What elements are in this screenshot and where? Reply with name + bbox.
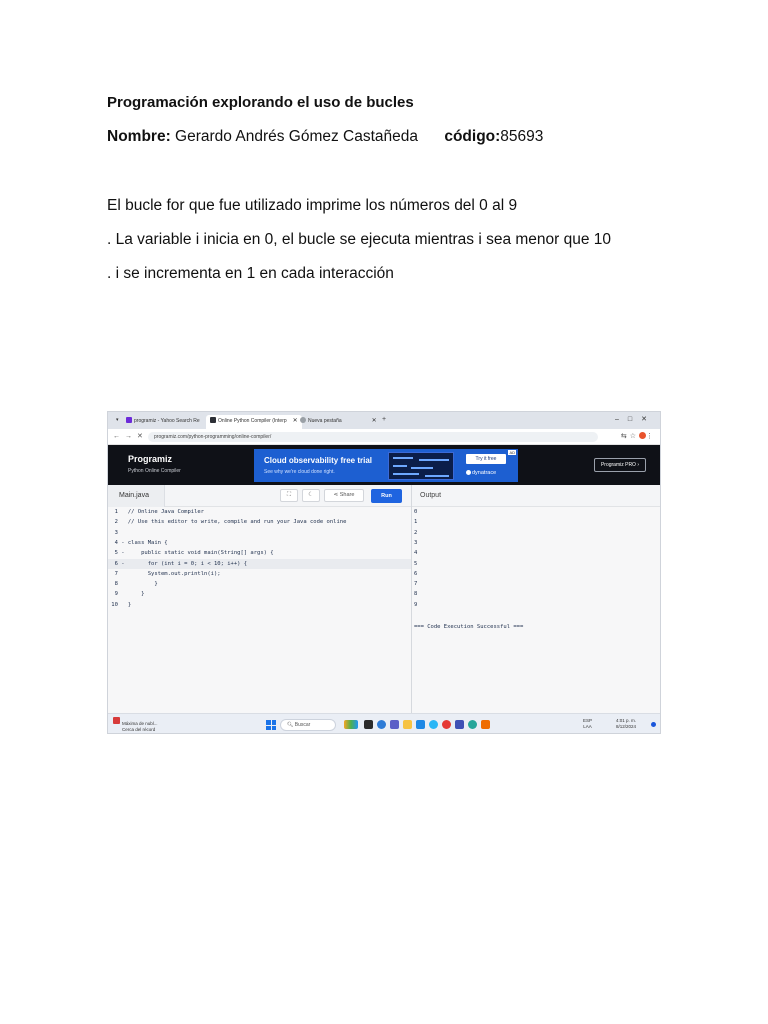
browser-tab-new[interactable]	[296, 415, 381, 429]
output-panel	[412, 507, 661, 713]
store-icon[interactable]	[455, 720, 464, 729]
new-tab-page-icon	[300, 417, 306, 423]
new-tab-icon[interactable]: +	[382, 416, 387, 423]
output-line: 7	[414, 581, 418, 588]
code-editor[interactable]	[108, 507, 411, 713]
output-line: 3	[414, 539, 418, 546]
programiz-pro-button[interactable]: Programiz PRO ›	[594, 458, 646, 472]
share-button[interactable]: ⋖ Share	[324, 489, 364, 502]
code-line: 8 }	[108, 581, 158, 588]
output-label: Output	[420, 492, 442, 499]
address-bar	[108, 429, 661, 445]
tab-menu-icon[interactable]: ▾	[116, 417, 119, 423]
weather-widget[interactable]: Máxima de nubl... Cerca del récord	[113, 717, 158, 733]
app-icon[interactable]	[481, 720, 490, 729]
widgets-icon[interactable]	[344, 720, 358, 729]
code-line: 3	[108, 529, 118, 536]
output-line: 8	[414, 591, 418, 598]
output-line: 0	[414, 509, 418, 515]
close-icon[interactable]: ✕	[371, 418, 377, 424]
file-tab[interactable]: Main.java	[108, 485, 165, 507]
name-line	[107, 128, 543, 146]
ad-try-button[interactable]: Try it free	[466, 454, 506, 464]
browser-tab-yahoo[interactable]	[122, 415, 215, 429]
output-line: 2	[414, 529, 418, 536]
menu-icon[interactable]: ⋮	[646, 433, 656, 440]
name-value: Gerardo Andrés Gómez Castañeda	[175, 128, 419, 145]
code-line: 7 System.out.println(i);	[108, 570, 221, 577]
translate-icon[interactable]: ⇆	[620, 433, 630, 440]
window-controls[interactable]: –□✕	[615, 416, 656, 423]
tab-label: Nueva pestaña	[308, 418, 342, 424]
code-line: 5 - public static void main(String[] args) {	[108, 550, 274, 557]
dynatrace-icon	[466, 470, 471, 475]
paragraph-3: . i se incrementa en 1 en cada interacción	[107, 265, 394, 282]
close-icon[interactable]: ✕	[292, 418, 298, 424]
output-line: 9	[414, 601, 418, 608]
url-field[interactable]: programiz.com/python-programming/online-compiler/	[148, 432, 598, 442]
weather-icon	[113, 717, 120, 724]
code-line: 4 - class Main {	[108, 539, 168, 546]
notification-icon[interactable]	[651, 722, 656, 727]
fullscreen-icon[interactable]: ⛶	[280, 489, 298, 502]
output-line: 5	[414, 560, 418, 567]
code-line: 10 }	[108, 601, 132, 608]
output-line: 4	[414, 550, 418, 557]
browser-icon[interactable]	[442, 720, 451, 729]
browser-tab-compiler[interactable]	[206, 415, 302, 429]
programiz-icon	[210, 417, 216, 423]
windows-taskbar	[108, 713, 661, 734]
paragraph-2: . La variable i inicia en 0, el bucle se ejecuta mientras i sea menor que 10	[107, 231, 612, 248]
star-icon[interactable]: ☆	[629, 433, 639, 440]
extension-icon[interactable]	[639, 432, 646, 439]
task-view-icon[interactable]	[364, 720, 373, 729]
edge-icon[interactable]	[429, 720, 438, 729]
output-line: 6	[414, 570, 418, 577]
mail-icon[interactable]	[416, 720, 425, 729]
tab-label: programiz - Yahoo Search Re	[134, 418, 200, 424]
ad-banner[interactable]	[254, 449, 518, 482]
ad-title: Cloud observability free trial	[264, 456, 373, 465]
code-line: 9 }	[108, 591, 145, 598]
browser-tab-bar	[108, 412, 661, 429]
document-title: Programación explorando el uso de bucles	[107, 94, 414, 111]
ad-brand: dynatrace	[466, 470, 496, 476]
tab-label: Online Python Compiler (Interp	[218, 418, 287, 424]
ad-subtitle: See why we're cloud done right.	[264, 469, 335, 475]
compiler-screenshot	[107, 411, 661, 734]
code-line: 2 // Use this editor to write, compile and run your Java code online	[108, 519, 347, 526]
yahoo-icon	[126, 417, 132, 423]
editor-toolbar	[108, 485, 661, 507]
paragraph-1: El bucle for que fue utilizado imprime los números del 0 al 9	[107, 197, 518, 214]
teams-icon[interactable]	[390, 720, 399, 729]
nav-buttons[interactable]: ←→✕	[113, 433, 148, 440]
programiz-logo[interactable]: Programiz	[128, 454, 173, 464]
run-button[interactable]: Run	[371, 489, 402, 503]
site-subtitle: Python Online Compiler	[128, 468, 181, 474]
code-label: código:	[444, 128, 501, 145]
theme-toggle-icon[interactable]: ☾	[302, 489, 320, 502]
whatsapp-icon[interactable]	[468, 720, 477, 729]
chrome-icon[interactable]	[377, 720, 386, 729]
ad-badge: AD	[509, 450, 515, 455]
clock[interactable]: 4:01 p. m. 8/12/2024	[615, 718, 636, 729]
site-header	[108, 445, 661, 485]
execution-status: === Code Execution Successful ===	[414, 624, 524, 630]
ad-dashboard-image	[388, 452, 454, 480]
code-value: 85693	[500, 128, 544, 145]
name-label: Nombre:	[107, 128, 171, 145]
file-explorer-icon[interactable]	[403, 720, 412, 729]
code-line-active: 6 - for (int i = 0; i < 10; i++) {	[108, 559, 411, 569]
language-indicator[interactable]: ESP LAA	[582, 718, 592, 729]
code-line: 1 // Online Java Compiler	[108, 509, 205, 515]
output-line: 1	[414, 519, 418, 526]
taskbar-search[interactable]: 🔍︎ Buscar	[280, 719, 336, 731]
browser-actions[interactable]	[621, 432, 656, 440]
windows-start-icon[interactable]	[266, 720, 276, 730]
